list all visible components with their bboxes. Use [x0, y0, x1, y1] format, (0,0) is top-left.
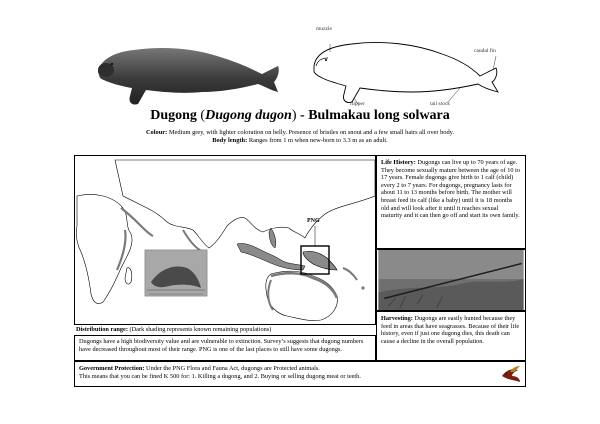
- asia-outline: [115, 160, 375, 248]
- body-length-text: Ranges from 1 m when new-born to 3.3 m as an adult.: [248, 137, 388, 144]
- distribution-caption: [74, 325, 376, 335]
- madagascar-outline: [125, 268, 132, 284]
- title-open-paren: (: [200, 108, 206, 123]
- caudal-fin-label: caudal fin: [474, 48, 496, 54]
- pacific-island-dot: [361, 286, 364, 289]
- title-scientific-name: Dugong dugon: [205, 108, 292, 123]
- inset-dugong-photo: [145, 250, 207, 296]
- distribution-label: Distribution range:: [76, 326, 128, 333]
- distribution-note: (Dark shading represents known remaining populations): [129, 326, 272, 333]
- harvesting-label: Harvesting:: [381, 315, 413, 322]
- government-protection-box: [74, 361, 526, 387]
- government-text-2: This means that you can be fined K 500 for: 1. Killing a dugong, and 2. Buying or selling dugong meat or teeth.: [79, 372, 361, 380]
- harvesting-box: [376, 311, 526, 361]
- world-map: [75, 156, 375, 324]
- spear-image: [377, 250, 525, 310]
- dugong-anatomy-diagram: [300, 22, 510, 110]
- philippines-islands: [269, 228, 276, 248]
- pacific-islands-shading: [343, 268, 357, 280]
- title-local-name: Bulmakau long solwara: [308, 108, 450, 123]
- government-text-1: Under the PNG Flora and Fauna Act, dugongs are Protected animals.: [146, 365, 320, 372]
- distribution-text: Dugongs have a high biodiversity value and are vulnerable to extinction. Survey’s suggests that dugong numbers have decreased throughout most of their range. PNG is one of the last places to still have some dugongs.: [79, 338, 364, 353]
- png-island: [303, 251, 337, 270]
- dugong-photo: [92, 26, 282, 108]
- body-length-description: [0, 137, 600, 145]
- indonesia-islands: [237, 243, 305, 270]
- life-history-text: Dugongs can live up to 70 years of age. They become sexually mature between the age of 10 to 17 years. Female dugongs give birth to 1 calf (child) every 2 to 7 years. For dugongs, pregnancy lasts for about 11 to 13 months before birth. The mother will breast feed its calf (like a baby) until it is 18 months old and will look after it until it reaches sexual maturity and it can then go off and start its own family.: [381, 159, 521, 220]
- page-title: [0, 108, 600, 124]
- title-separator: -: [296, 108, 309, 123]
- harvesting-text: Dugongs are easily hunted because they feed in areas that have seagrasses. Because of their life history, even if just one dugong dies, this death can cause a decline in the overall population.: [381, 315, 520, 345]
- muzzle-label: muzzle: [316, 26, 332, 32]
- life-history-box: [376, 155, 526, 249]
- government-label: Government Protection:: [79, 365, 145, 372]
- hunting-spear-photo: [376, 249, 526, 311]
- colour-label: Colour:: [145, 129, 168, 136]
- title-close-paren: ): [291, 108, 297, 123]
- flipper-label: flipper: [350, 101, 365, 107]
- colour-text: Medium grey, with lighter coloration on belly. Presence of bristles on snout and a few small hairs all over body.: [168, 129, 455, 136]
- body-length-label: Body length:: [212, 137, 248, 144]
- life-history-label: Life History:: [381, 159, 416, 166]
- png-map-label: PNG: [307, 218, 320, 224]
- colour-description: [0, 129, 600, 137]
- distribution-text-box: [74, 335, 376, 361]
- title-common-name: Dugong: [150, 108, 197, 123]
- distribution-map: [74, 155, 376, 325]
- australia-outline: [266, 271, 338, 320]
- png-bird-of-paradise-emblem: [500, 364, 522, 384]
- government-line-1: [79, 365, 521, 373]
- tail-stock-label: tail stock: [430, 101, 451, 107]
